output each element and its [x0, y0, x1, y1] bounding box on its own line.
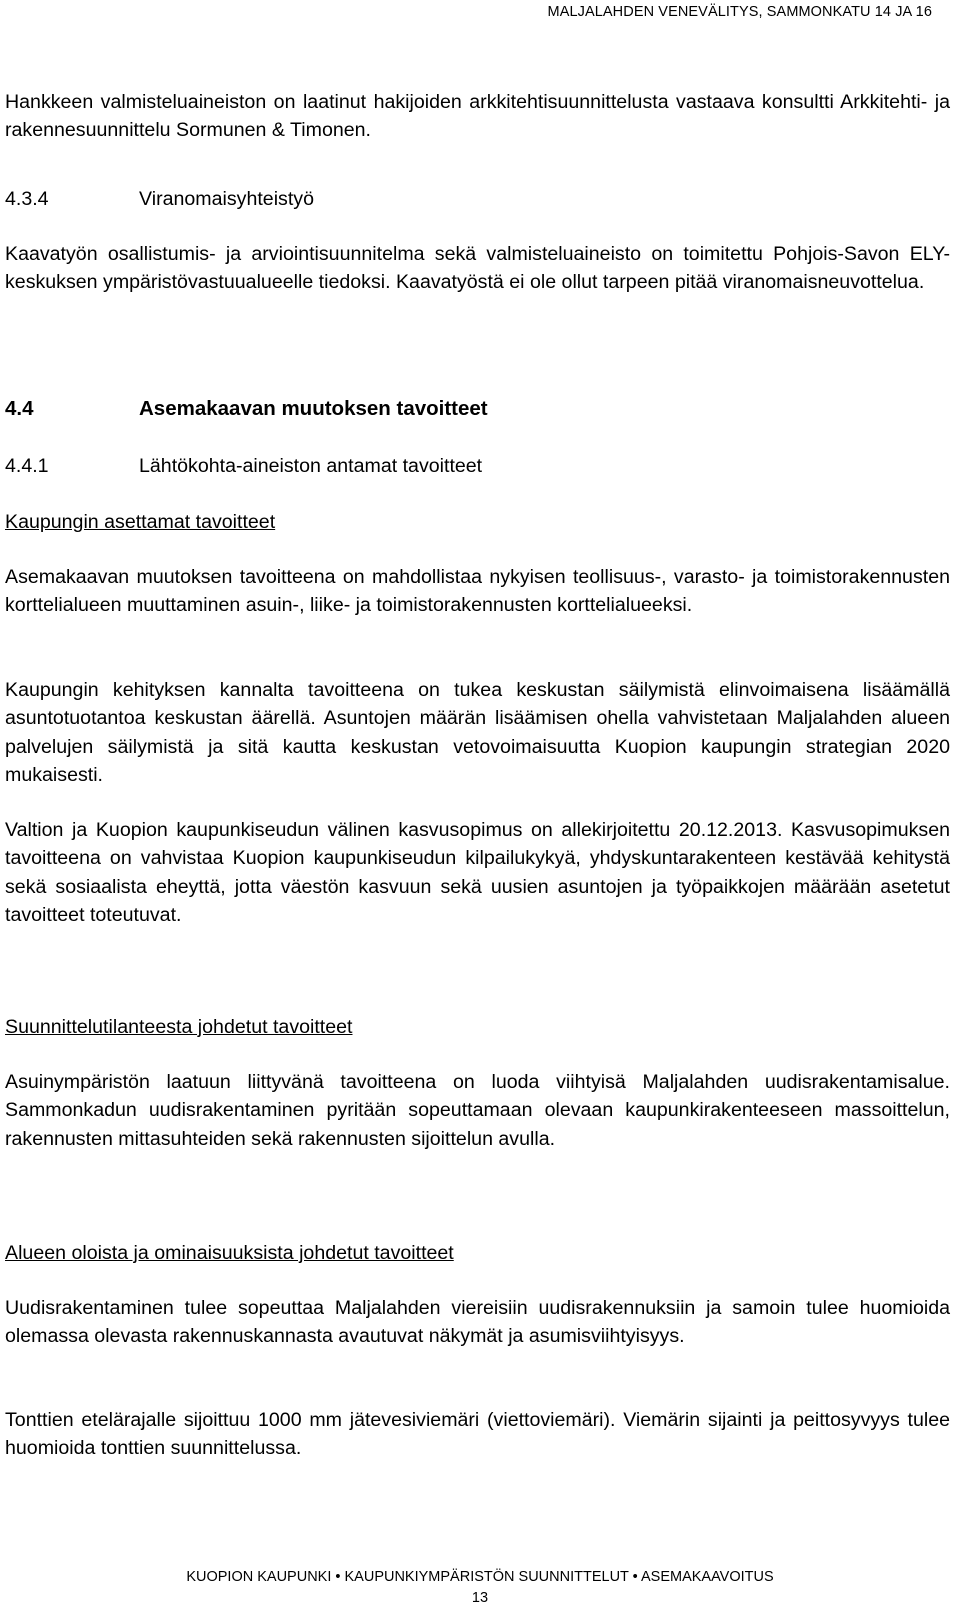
section-heading-4-3-4 — [5, 185, 314, 213]
section-title: Asemakaavan muutoksen tavoitteet — [139, 397, 488, 420]
section-heading-4-4 — [5, 395, 488, 423]
page-number: 13 — [471, 1590, 489, 1606]
section-title: Lähtökohta-aineiston antamat tavoitteet — [139, 455, 483, 477]
footer-text: KUOPION KAUPUNKI • KAUPUNKIYMPÄRISTÖN SUUNNITTELUT • ASEMAKAAVOITUS — [186, 1569, 774, 1585]
section-title: Viranomaisyhteistyö — [139, 188, 314, 210]
section-number: 4.4 — [5, 397, 34, 420]
planning-goals-heading: Suunnittelutilanteesta johdetut tavoitteet — [5, 1016, 353, 1038]
authority-paragraph: Kaavatyön osallistumis- ja arviointisuunnitelma sekä valmisteluaineisto on toimitettu Pohjois-Savon ELY-keskuksen ympäristövastuualueelle tiedoksi. Kaavatyöstä ei ole ollut tarpeen pitää viranomaisneuvottelua. — [5, 243, 950, 294]
planning-goals-paragraph: Asuinympäristön laatuun liittyvänä tavoitteena on luoda viihtyisä Maljalahden uudisrakentamisalue. Sammonkadun uudisrakentaminen pyritään sopeuttamaan olevaan kaupunkirakenteeseen massoittelun, rakennusten mittasuhteiden sekä rakennusten sijoittelun avulla. — [5, 1071, 950, 1150]
section-heading-4-4-1 — [5, 452, 482, 480]
area-goals-heading: Alueen oloista ja ominaisuuksista johdetut tavoitteet — [5, 1242, 454, 1264]
city-goals-paragraph-1: Asemakaavan muutoksen tavoitteena on mahdollistaa nykyisen teollisuus-, varasto- ja toimistorakennusten korttelialueen muuttaminen asuin-, liike- ja toimistorakennusten korttelialueeksi. — [5, 566, 950, 617]
area-goals-paragraph-1: Uudisrakentaminen tulee sopeuttaa Maljalahden viereisiin uudisrakennuksiin ja samoin tulee huomioida olemassa olevasta rakennuskannasta avautuvat näkymät ja asumisviihtyisyys. — [5, 1297, 950, 1348]
section-number: 4.4.1 — [5, 455, 49, 477]
running-header: MALJALAHDEN VENEVÄLITYS, SAMMONKATU 14 JA 16 — [547, 4, 932, 20]
area-goals-paragraph-2: Tonttien etelärajalle sijoittuu 1000 mm jätevesiviemäri (viettoviemäri). Viemärin sijainti ja peittosyvyys tulee huomioida tonttien suunnittelussa. — [5, 1409, 950, 1460]
section-number: 4.3.4 — [5, 188, 49, 210]
intro-paragraph: Hankkeen valmisteluaineiston on laatinut hakijoiden arkkitehtisuunnittelusta vastaava konsultti Arkkitehti- ja rakennesuunnittelu Sormunen & Timonen. — [5, 91, 950, 142]
city-goals-heading: Kaupungin asettamat tavoitteet — [5, 511, 276, 533]
city-goals-paragraph-2: Kaupungin kehityksen kannalta tavoitteena on tukea keskustan säilymistä elinvoimaisena lisäämällä asuntotuotantoa keskustan äärellä. Asuntojen määrän lisäämisen ohella vahvistetaan Maljalahden alueen palvelujen säilymistä ja sitä kautta keskustan vetovoimaisuutta Kuopion kaupungin strategian 2020 mukaisesti. — [5, 679, 950, 786]
city-goals-paragraph-3: Valtion ja Kuopion kaupunkiseudun välinen kasvusopimus on allekirjoitettu 20.12.2013. Kasvusopimuksen tavoitteena on vahvistaa Kuopion kaupunkiseudun kilpailukykyä, yhdyskuntarakenteen kestävää kehitystä sekä sosiaalista eheyttä, jotta väestön kasvuun sekä uusien asuntojen ja työpaikkojen määrään asetetut tavoitteet toteutuvat. — [5, 819, 950, 926]
